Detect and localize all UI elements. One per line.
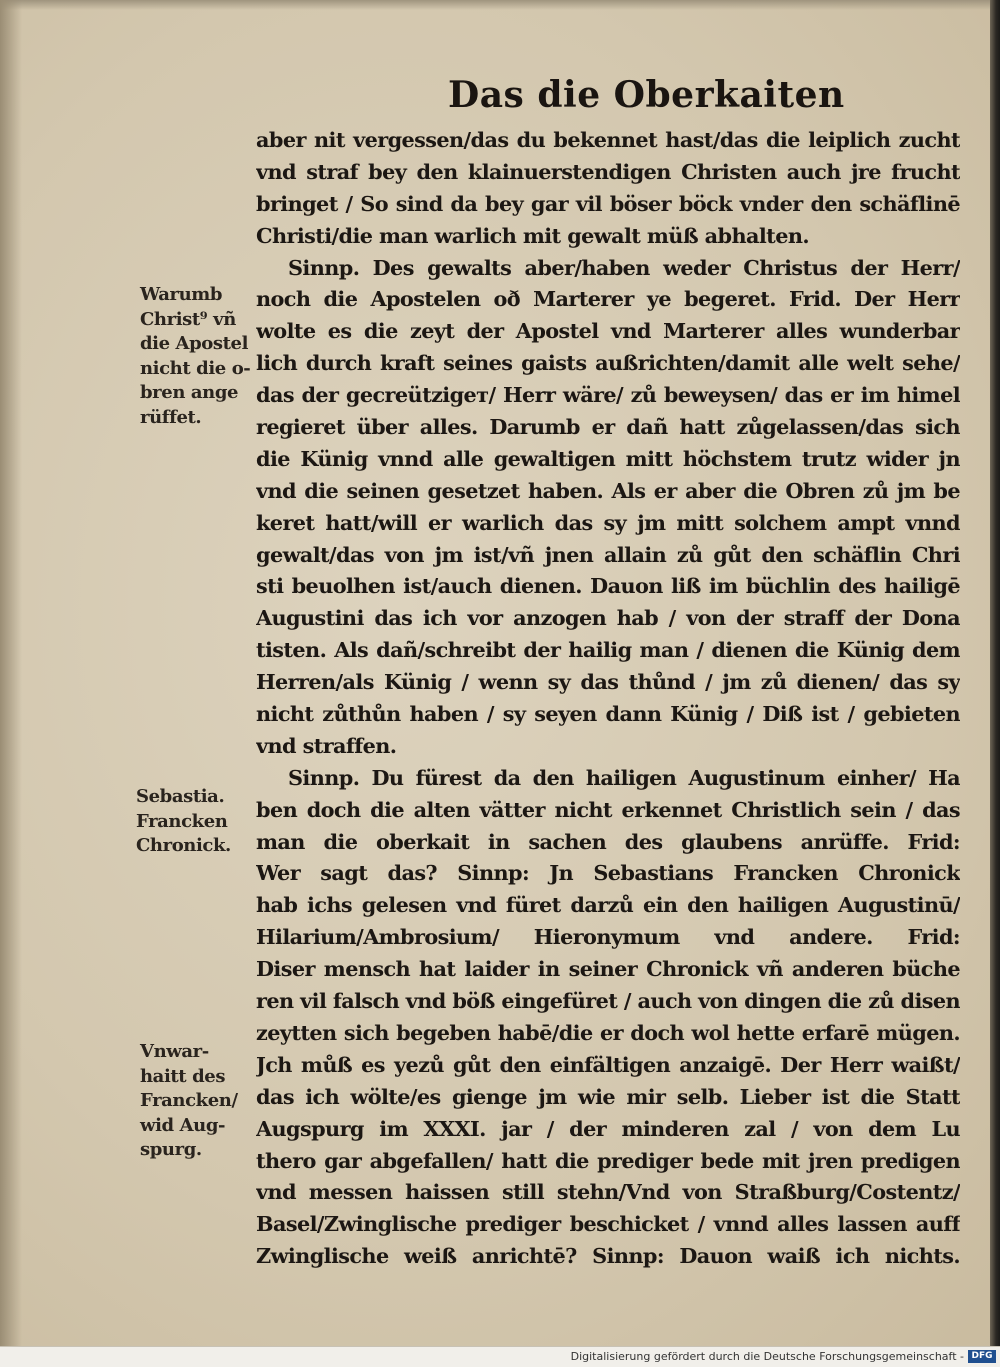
page-gutter-shadow: [0, 0, 22, 1346]
text-line: tisten. Als dañ/schreibt der hailig man / dienen die Künig dem: [256, 637, 960, 663]
text-line: Jch můß es yezů gůt den einfältigen anzaigē. Der Herr waißt/: [256, 1051, 960, 1077]
text-line: wolte es die zeyt der Apostel vnd Marterer alles wunderbar: [256, 318, 960, 344]
marginal-note-apostel: [140, 283, 250, 430]
marginal-note-chronick: [136, 785, 231, 859]
text-line: man die oberkait in sachen des glaubens anrüffe. Frid:: [256, 828, 960, 854]
marginal-note-line: Vnwar-: [140, 1041, 209, 1062]
funding-credit: Digitalisierung gefördert durch die Deutsche Forschungsgemeinschaft -: [570, 1350, 964, 1363]
text-line: das ich wölte/es gienge jm wie mir selb. Lieber ist die Statt: [256, 1083, 960, 1109]
marginal-note-line: Warumb: [140, 284, 223, 305]
text-line: ren vil falsch vnd böß eingefüret / auch von dingen die zů disen: [256, 988, 960, 1014]
text-line: thero gar abgefallen/ hatt die prediger bede mit jren predigen: [256, 1147, 960, 1173]
marginal-note-line: Francken/: [140, 1090, 238, 1111]
text-line: gewalt/das von jm ist/vñ jnen allain zů gůt den schäflin Chri: [256, 541, 960, 567]
text-line: Sinnp. Des gewalts aber/haben weder Christus der Herr/: [288, 254, 960, 280]
marginal-note-line: Francken: [136, 810, 228, 832]
marginal-note-line: rüffet.: [140, 406, 202, 428]
text-line: nicht zůthůn haben / sy seyen dann Künig / Diß ist / gebieten: [256, 701, 960, 727]
text-line: Herren/als Künig / wenn sy das thůnd / jm zů dienen/ das sy: [256, 669, 960, 695]
footer-bar: [0, 1346, 1000, 1367]
text-line: Diser mensch hat laider in seiner Chronick vñ anderen büche: [256, 956, 960, 982]
marginal-note-line: wid Aug-: [140, 1114, 226, 1136]
text-line: Christi/die man warlich mit gewalt müß abhalten.: [256, 222, 809, 248]
marginal-note-line: haitt des: [140, 1065, 226, 1087]
text-line: vnd straf bey den klainuerstendigen Christen auch jre frucht: [256, 158, 960, 184]
text-line: bringet / So sind da bey gar vil böser böck vnder den schäflinē: [256, 190, 960, 216]
text-line: ben doch die alten vätter nicht erkennet Christlich sein / das: [256, 796, 960, 822]
text-line: noch die Apostelen oð Marterer ye begeret. Frid. Der Herr: [256, 286, 960, 312]
text-line: das der gecreützigeт/ Herr wäre/ zů beweysen/ das er im himel: [256, 382, 960, 408]
marginal-note-augspurg: [140, 1040, 238, 1163]
text-line: sti beuolhen ist/auch dienen. Dauon liß im büchlin des hailigē: [256, 573, 960, 599]
text-line: regieret über alles. Darumb er dañ hatt zůgelassen/das sich: [256, 414, 960, 440]
body-text: [256, 124, 960, 1272]
marginal-note-line: spurg.: [140, 1139, 202, 1160]
text-line: Augspurg im XXXI. jar / der minderen zal / von dem Lu: [256, 1115, 960, 1141]
page-right-edge: [990, 0, 1000, 1346]
marginal-note-line: Sebastia.: [136, 786, 225, 807]
text-line: Basel/Zwinglische prediger beschicket / vnnd alles lassen auff: [256, 1211, 960, 1237]
text-line: aber nit vergessen/das du bekennet hast/das die leiplich zucht: [256, 127, 960, 152]
text-line: vnd die seinen gesetzet haben. Als er aber die Obren zů jm be: [256, 477, 960, 503]
text-line: vnd messen haissen still stehn/Vnd von Straßburg/Costentz/: [256, 1179, 960, 1205]
marginal-note-line: Chronick.: [136, 835, 231, 856]
text-line: die Künig vnnd alle gewaltigen mitt höchstem trutz wider jn: [256, 445, 960, 471]
marginal-note-line: bren ange: [140, 382, 239, 403]
marginal-note-line: Christ⁹ vñ: [140, 308, 236, 330]
marginal-note-line: nicht die o-: [140, 357, 251, 379]
text-line: lich durch kraft seines gaists außrichten/damit alle welt sehe/: [256, 350, 960, 376]
text-line: Augustini das ich vor anzogen hab / von der straff der Dona: [256, 605, 960, 631]
text-line: zeytten sich begeben habē/die er doch wol hette erfarē mügen.: [256, 1019, 960, 1045]
page-top-edge: [0, 0, 1000, 10]
text-line: Hilarium/Ambrosium/ Hieronymum vnd andere. Frid:: [256, 924, 960, 950]
running-title: Das die Oberkaiten: [448, 74, 845, 116]
text-line: Sinnp. Du fürest da den hailigen Augustinum einher/ Ha: [288, 764, 960, 790]
text-line: keret hatt/will er warlich das sy jm mitt solchem ampt vnnd: [256, 509, 960, 535]
marginal-note-line: die Apostel: [140, 333, 249, 354]
text-line: vnd straffen.: [256, 732, 397, 758]
text-line: Zwinglische weiß anrichtē? Sinnp: Dauon waiß ich nichts.: [256, 1243, 960, 1269]
dfg-logo[interactable]: DFG: [968, 1350, 996, 1363]
text-line: Wer sagt das? Sinnp: Jn Sebastians Francken Chronick: [256, 860, 960, 886]
text-line: hab ichs gelesen vnd füret darzů ein den hailigen Augustinū/: [256, 892, 960, 918]
